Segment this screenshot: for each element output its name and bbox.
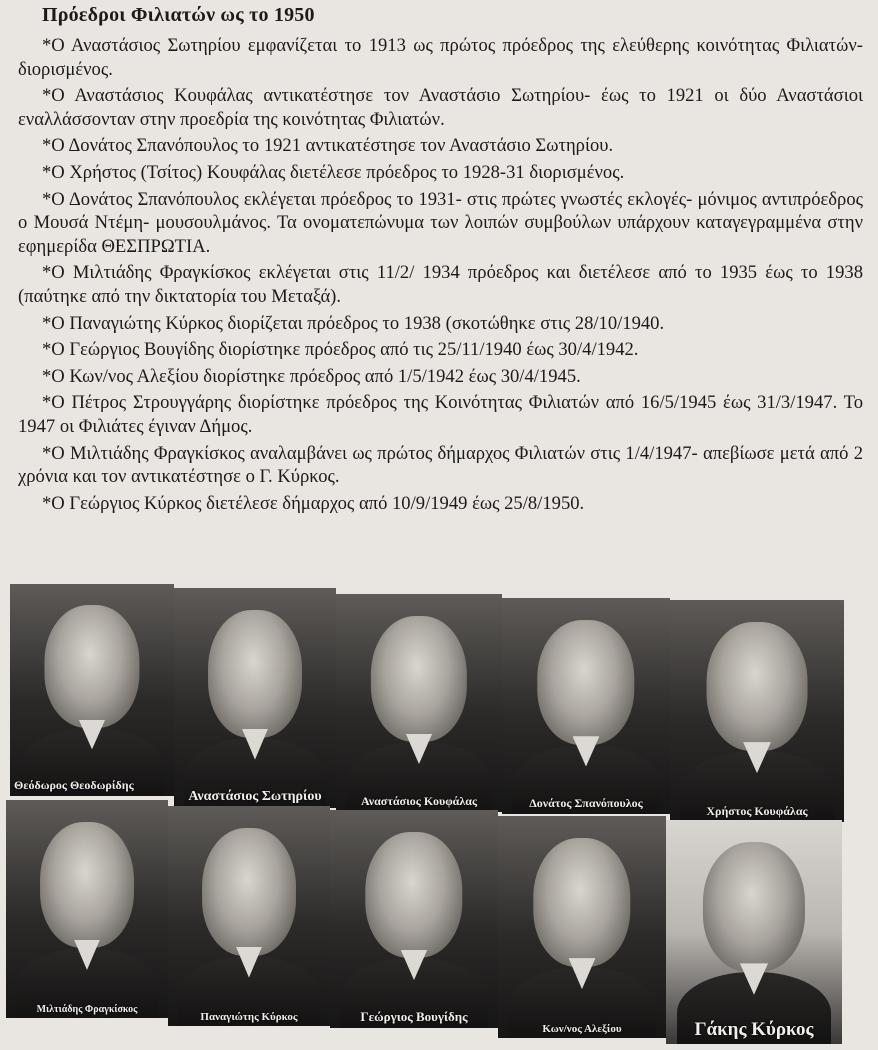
portrait-caption: Μιλτιάδης Φραγκίσκος <box>36 1004 138 1015</box>
list-item: *Ο Αναστάσιος Κουφάλας αντικατέστησε τον Αναστάσιο Σωτηρίου- έως το 1921 οι δύο Αναστάσιοι εναλλάσσονταν στην προεδρία της κοινότητας Φιλιατών. <box>18 85 863 130</box>
presidents-list <box>18 34 863 518</box>
list-item: *Ο Παναγιώτης Κύρκος διορίζεται πρόεδρος το 1938 (σκοτώθηκε στις 28/10/1940. <box>42 312 665 334</box>
list-item: *Ο Αναστάσιος Σωτηρίου εμφανίζεται το 1913 ως πρώτος πρόεδρος της ελεύθερης κοινότητας Φιλιατών- διορισμένος. <box>18 35 863 80</box>
portrait-collage <box>4 584 849 1044</box>
portrait-caption: Δονάτος Σπανόπουλος <box>529 796 643 810</box>
portrait-photo <box>498 816 666 1038</box>
portrait-caption: Γεώργιος Βουγίδης <box>360 1009 468 1024</box>
portrait-caption: Χρήστος Κουφάλας <box>706 804 808 818</box>
portrait-caption: Γάκης Κύρκος <box>694 1019 814 1040</box>
portrait-photo <box>168 806 330 1026</box>
list-item: *Ο Μιλτιάδης Φραγκίσκος αναλαμβάνει ως πρώτος δήμαρχος Φιλιατών στις 1/4/1947- απεβίωσε μετά από 2 χρόνια και τον αντικατέστησε ο Γ. Κύρκος. <box>18 442 863 488</box>
portrait-caption: Αναστάσιος Σωτηρίου <box>188 789 322 804</box>
list-item: *Ο Μιλτιάδης Φραγκίσκος εκλέγεται στις 11/2/ 1934 πρόεδρος και διετέλεσε από το 1935 έως το 1938 (παύτηκε από την δικτατορία του Μεταξά). <box>18 262 863 307</box>
list-item: *Ο Κων/νος Αλεξίου διορίστηκε πρόεδρος από 1/5/1942 έως 30/4/1945. <box>42 365 581 387</box>
list-item: *Ο Γεώργιος Κύρκος διετέλεσε δήμαρχος από 10/9/1949 έως 25/8/1950. <box>42 492 585 514</box>
list-item: *Ο Χρήστος (Τσίτος) Κουφάλας διετέλεσε πρόεδρος το 1928-31 διορισμένος. <box>42 161 625 183</box>
portrait-photo <box>670 600 844 822</box>
portrait-photo <box>6 800 168 1018</box>
page-title: Πρόεδροι Φιλιατών ως το 1950 <box>42 4 315 26</box>
portrait-photo <box>336 594 502 812</box>
list-item: *Ο Γεώργιος Βουγίδης διορίστηκε πρόεδρος από τις 25/11/1940 έως 30/4/1942. <box>42 339 639 361</box>
portrait-photo <box>330 810 498 1028</box>
portrait-caption: Αναστάσιος Κουφάλας <box>360 794 478 808</box>
portrait-caption: Κων/νος Αλεξίου <box>542 1023 622 1035</box>
portrait-photo <box>502 598 670 814</box>
portrait-photo <box>174 588 336 808</box>
list-item: *Ο Δονάτος Σπανόπουλος εκλέγεται πρόεδρος το 1931- στις πρώτες γνωστές εκλογές- μόνιμος αντιπρόεδρος ο Μουσά Ντέμη- μουσουλμάνος. Τα ονοματεπώνυμα των λοιπών συμβούλων υπάρχουν καταγεγραμμένα στην εφημερίδα ΘΕΣΠΡΩΤΙΑ. <box>18 188 863 257</box>
list-item: *Ο Δονάτος Σπανόπουλος το 1921 αντικατέστησε τον Αναστάσιο Σωτηρίου. <box>42 135 614 157</box>
portrait-caption: Θεόδωρος Θεοδωρίδης <box>14 778 134 792</box>
portrait-caption: Παναγιώτης Κύρκος <box>200 1011 298 1023</box>
portrait-photo <box>10 584 174 796</box>
list-item: *Ο Πέτρος Στρουγγάρης διορίστηκε πρόεδρος της Κοινότητας Φιλιατών από 16/5/1945 έως 31/3/1947. Το 1947 οι Φιλιάτες έγιναν Δήμος. <box>18 392 863 437</box>
portrait-photo <box>666 820 842 1044</box>
